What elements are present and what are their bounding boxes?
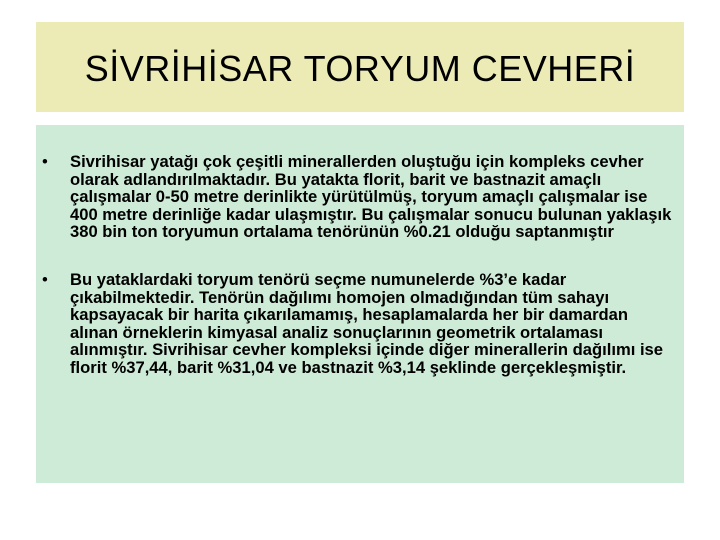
title-box bbox=[36, 22, 684, 112]
bullet-dot-icon: • bbox=[42, 152, 48, 171]
content-box bbox=[36, 125, 684, 483]
bullet-list bbox=[36, 153, 684, 377]
bullet-item bbox=[36, 153, 684, 241]
bullet-dot-icon: • bbox=[42, 269, 48, 289]
bullet-text: Bu yataklardaki toryum tenörü seçme numunelerde %3’e kadar çıkabilmektedir. Tenörün dağılımı homojen olmadığından tüm sahayı kapsayacak bir harita çıkarılamamış, hesaplamalarda her bir damardan alınan örneklerin kimyasal analiz sonuçlarının geometrik ortalaması alınmıştır. Sivrihisar cevher kompleksi içinde diğer minerallerin dağılımı ise florit %37,44, barit %31,04 ve bastnazit %3,14 şeklinde gerçekleşmiştir. bbox=[70, 269, 664, 377]
slide-title: SİVRİHİSAR TORYUM CEVHERİ bbox=[84, 48, 636, 89]
bullet-item bbox=[36, 271, 684, 377]
bullet-text: Sivrihisar yatağı çok çeşitli minerallerden oluştuğu için kompleks cevher olarak adlandırılmaktadır. Bu yatakta florit, barit ve bastnazit amaçlı çalışmalar 0-50 metre derinlikte yürütülmüş, toryum amaçlı çalışmalar ise 400 metre derinliğe kadar ulaşmıştır. Bu çalışmalar sonucu bulunan yaklaşık 380 bin ton toryumun ortalama tenörünün %0.21 olduğu saptanmıştır bbox=[70, 152, 672, 242]
